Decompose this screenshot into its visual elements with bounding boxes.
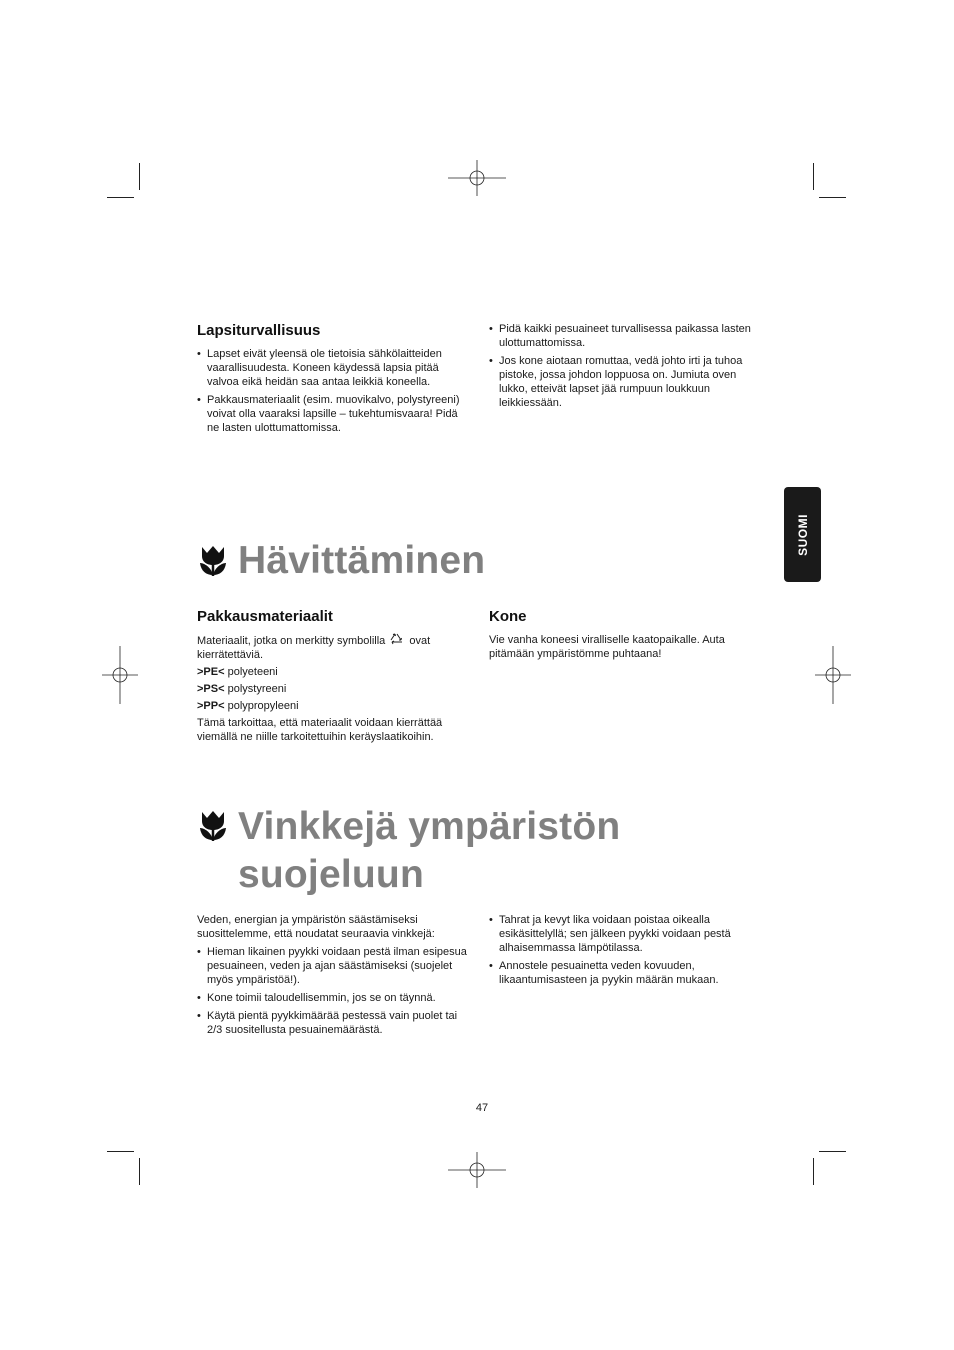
child-safety-left-column — [197, 322, 467, 439]
tips-title-line1: Vinkkejä ympäristön — [238, 805, 621, 848]
disposal-title: Hävittäminen — [238, 539, 486, 582]
registration-mark-left — [102, 646, 138, 704]
child-safety-heading: Lapsiturvallisuus — [197, 322, 321, 339]
list-item: • Hieman likainen pyykki voidaan pestä ilman esipesua pesuaineen, veden ja ajan säästämiseksi (suojelet myös ympäristöä!). — [197, 945, 467, 987]
child-safety-right-column — [489, 322, 759, 414]
list-item: • Annostele pesuainetta veden kovuuden, likaantumisasteen ja pyykin määrän mukaan. — [489, 959, 749, 987]
packaging-outro: Tämä tarkoittaa, että materiaalit voidaan kierrättää viemällä ne niille tarkoitettuihin keräyslaatikoihin. — [197, 717, 443, 743]
language-tab-label: SUOMI — [795, 513, 810, 556]
list-item: • Jos kone aiotaan romuttaa, vedä johto irti ja tuhoa pistoke, jossa johdon loppuosa on. Jumiuta oven lukko, etteivät lapset jää rumpuun loukkuun leikkiessään. — [489, 354, 759, 410]
list-item: • Pakkausmateriaalit (esim. muovikalvo, polystyreeni) voivat olla vaaraksi lapsille – tukehtumisvaara! Pidä ne lasten ulottumattomissa. — [197, 393, 467, 435]
machine-text: Vie vanha koneesi viralliselle kaatopaikalle. Auta pitämään ympäristömme puhtaana! — [489, 634, 725, 660]
tips-list-right — [489, 913, 749, 987]
registration-mark-bottom — [448, 1152, 506, 1188]
packaging-column — [197, 608, 467, 747]
list-item: • Tahrat ja kevyt lika voidaan poistaa oikealla esikäsittelyllä; sen jälkeen pyykki voidaan pestä alhaisemmassa lämpötilassa. — [489, 913, 749, 955]
tulip-icon — [198, 810, 228, 842]
tips-title-line2: suojeluun — [238, 853, 424, 896]
list-item: • Kone toimii taloudellisemmin, jos se on täynnä. — [197, 991, 467, 1005]
page-number: 47 — [475, 1102, 489, 1114]
tips-left-column — [197, 913, 467, 1041]
tips-list-left — [197, 945, 467, 1037]
child-safety-list-left — [197, 347, 467, 435]
packaging-intro: Materiaalit, jotka on merkitty symbolilla ovat kierrätettäviä. — [197, 635, 431, 661]
tips-right-column — [489, 913, 749, 991]
machine-heading: Kone — [489, 608, 527, 625]
material-pe: >PE< polyeteeni — [197, 666, 278, 678]
tips-intro: Veden, energian ja ympäristön säästämiseksi suosittelemme, että noudatat seuraavia vinkkejä: — [197, 914, 435, 940]
material-pp: >PP< polypropyleeni — [197, 700, 299, 712]
packaging-heading: Pakkausmateriaalit — [197, 608, 333, 625]
language-tab — [784, 487, 821, 582]
child-safety-list-right — [489, 322, 759, 410]
registration-mark-top — [448, 160, 506, 196]
list-item: • Lapset eivät yleensä ole tietoisia sähkölaitteiden vaarallisuudesta. Koneen käydessä lapsia pitää valvoa eikä heidän saa antaa leikkiä koneella. — [197, 347, 467, 389]
tulip-icon — [198, 545, 228, 577]
material-ps: >PS< polystyreeni — [197, 683, 287, 695]
list-item: • Käytä pientä pyykkimäärää pestessä vain puolet tai 2/3 suositellusta pesuainemäärästä. — [197, 1009, 467, 1037]
tips-title — [238, 803, 620, 899]
recycle-icon — [390, 633, 404, 646]
registration-mark-right — [815, 646, 851, 704]
list-item: • Pidä kaikki pesuaineet turvallisessa paikassa lasten ulottumattomissa. — [489, 322, 759, 350]
machine-column — [489, 608, 749, 664]
